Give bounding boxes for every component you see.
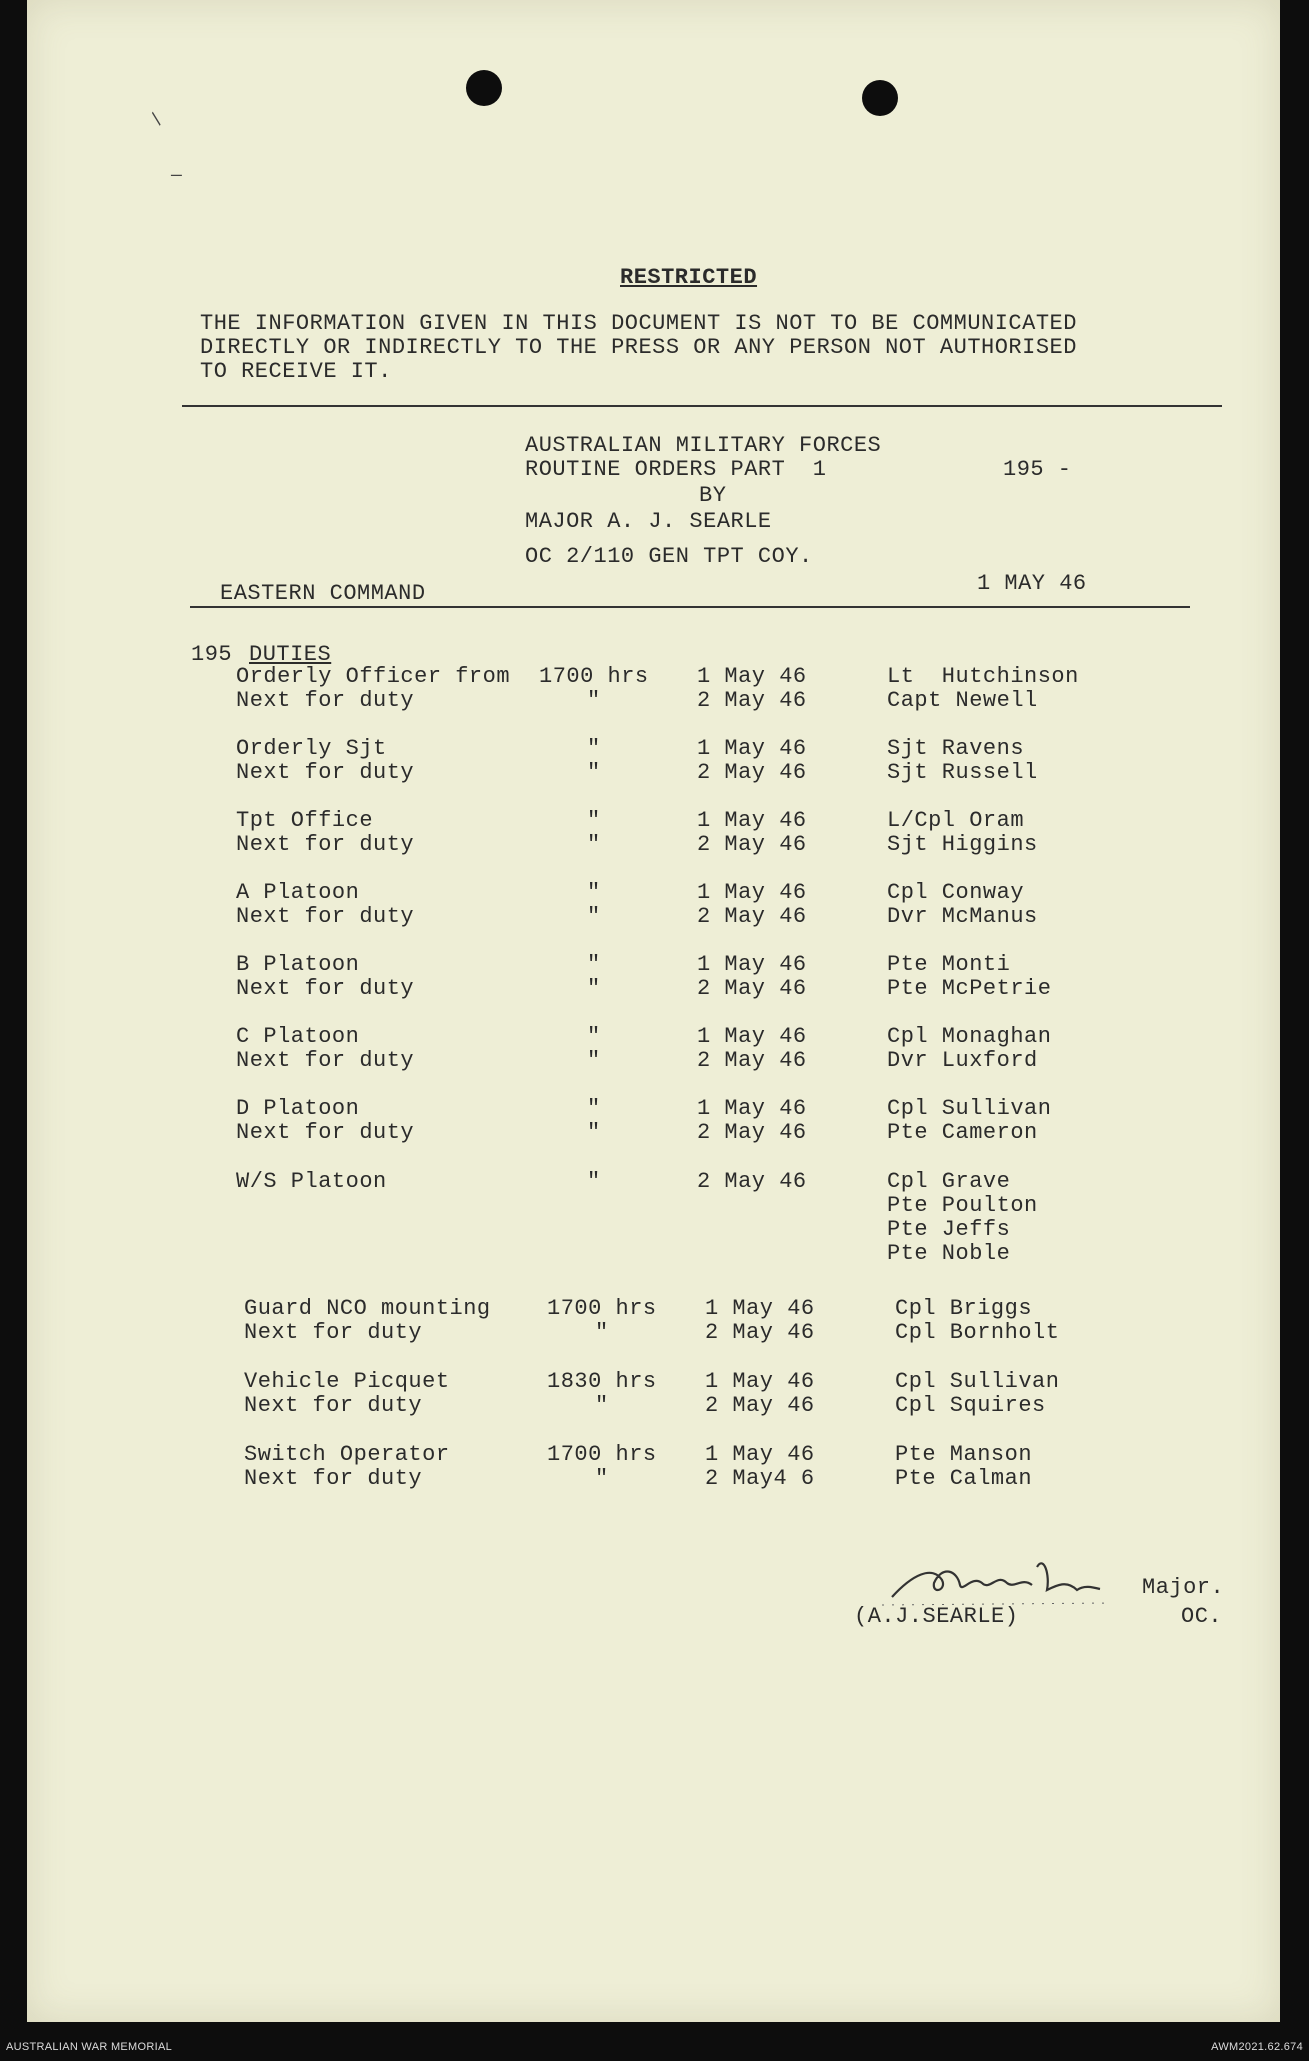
title-line-5: OC 2/110 GEN TPT COY. (525, 544, 813, 569)
duty-date-cell: 1 May 46 (697, 664, 807, 689)
duty-name-cell: Pte Calman (895, 1466, 1033, 1491)
duty-time-cell: " (587, 904, 601, 929)
duty-time-cell: 1700 hrs (539, 664, 649, 689)
signature-role: OC. (1181, 1604, 1223, 1629)
duty-time-cell: 1830 hrs (547, 1369, 657, 1394)
duty-name-cell: Pte McPetrie (887, 976, 1052, 1001)
command-rule (190, 606, 1190, 608)
duty-name-cell: Cpl Briggs (895, 1296, 1033, 1321)
duty-name-cell: Sjt Russell (887, 760, 1038, 785)
classification-label: RESTRICTED (620, 265, 758, 290)
duty-duty-cell: Next for duty (236, 832, 415, 857)
duty-duty-cell: W/S Platoon (236, 1169, 387, 1194)
duty-date-cell: 1 May 46 (697, 1024, 807, 1049)
duty-name-cell: Cpl Sullivan (895, 1369, 1060, 1394)
duty-time-cell: " (587, 688, 601, 713)
duty-name-cell: Sjt Ravens (887, 736, 1025, 761)
duty-date-cell: 2 May 46 (697, 904, 807, 929)
duty-duty-cell: Next for duty (236, 976, 415, 1001)
document-page (27, 0, 1280, 2022)
pencil-mark: — (171, 166, 182, 186)
footer-left: AUSTRALIAN WAR MEMORIAL (6, 2041, 173, 2053)
title-line-2: ROUTINE ORDERS PART 1 (525, 457, 827, 482)
title-line-1: AUSTRALIAN MILITARY FORCES (525, 433, 882, 458)
title-line-3: BY (699, 483, 727, 508)
duty-time-cell: " (587, 1169, 601, 1194)
duty-date-cell: 1 May 46 (705, 1442, 815, 1467)
punch-hole-left (466, 70, 502, 106)
duty-time-cell: " (587, 880, 601, 905)
duty-name-cell: Dvr McManus (887, 904, 1038, 929)
duty-name-cell: Cpl Bornholt (895, 1320, 1060, 1345)
duty-time-cell: " (587, 808, 601, 833)
duty-date-cell: 1 May 46 (705, 1369, 815, 1394)
duty-time-cell: " (587, 976, 601, 1001)
duty-time-cell: " (587, 832, 601, 857)
duty-duty-cell: Orderly Officer from (236, 664, 511, 689)
signature-name: (A.J.SEARLE) (854, 1604, 1019, 1629)
section-number: 195 (191, 642, 233, 667)
duty-date-cell: 1 May 46 (697, 808, 807, 833)
duty-duty-cell: Next for duty (244, 1393, 423, 1418)
duty-duty-cell: Tpt Office (236, 808, 374, 833)
duty-time-cell: " (587, 952, 601, 977)
duty-time-cell: 1700 hrs (547, 1296, 657, 1321)
footer-right: AWM2021.62.674 (1211, 2041, 1303, 2053)
duty-name-cell: Cpl Squires (895, 1393, 1046, 1418)
duty-time-cell: " (587, 1120, 601, 1145)
duty-duty-cell: Orderly Sjt (236, 736, 387, 761)
duty-date-cell: 1 May 46 (697, 952, 807, 977)
duty-duty-cell: D Platoon (236, 1096, 360, 1121)
warning-line-1: THE INFORMATION GIVEN IN THIS DOCUMENT IS NOT TO BE COMMUNICATED (200, 311, 1077, 336)
duty-duty-cell: B Platoon (236, 952, 360, 977)
section-heading: DUTIES (249, 642, 332, 667)
duty-time-cell: " (587, 760, 601, 785)
warning-line-3: TO RECEIVE IT. (200, 359, 392, 384)
duty-date-cell: 1 May 46 (705, 1296, 815, 1321)
duty-duty-cell: C Platoon (236, 1024, 360, 1049)
duty-name-cell: Cpl Grave (887, 1169, 1011, 1194)
punch-hole-right (862, 80, 898, 116)
duty-duty-cell: Next for duty (236, 904, 415, 929)
duty-time-cell: " (595, 1320, 609, 1345)
duty-duty-cell: Next for duty (244, 1466, 423, 1491)
duty-name-cell: Cpl Sullivan (887, 1096, 1052, 1121)
duty-date-cell: 1 May 46 (697, 1096, 807, 1121)
duty-date-cell: 2 May 46 (697, 1048, 807, 1073)
duty-duty-cell: Next for duty (236, 760, 415, 785)
duty-name-cell: Pte Poulton (887, 1193, 1038, 1218)
duty-duty-cell: Next for duty (244, 1320, 423, 1345)
duty-time-cell: " (587, 1048, 601, 1073)
duty-date-cell: 2 May4 6 (705, 1466, 815, 1491)
order-number: 195 - (1003, 457, 1072, 482)
duty-name-cell: Dvr Luxford (887, 1048, 1038, 1073)
duty-time-cell: " (595, 1393, 609, 1418)
duty-date-cell: 2 May 46 (697, 688, 807, 713)
duty-date-cell: 2 May 46 (697, 1120, 807, 1145)
duty-duty-cell: A Platoon (236, 880, 360, 905)
duty-name-cell: Pte Noble (887, 1241, 1011, 1266)
duty-duty-cell: Next for duty (236, 1048, 415, 1073)
duty-date-cell: 2 May 46 (697, 832, 807, 857)
duty-duty-cell: Guard NCO mounting (244, 1296, 491, 1321)
command-label: EASTERN COMMAND (220, 581, 426, 606)
order-date: 1 MAY 46 (977, 571, 1087, 596)
duty-name-cell: Capt Newell (887, 688, 1038, 713)
duty-date-cell: 1 May 46 (697, 736, 807, 761)
duty-duty-cell: Next for duty (236, 1120, 415, 1145)
duty-name-cell: Pte Cameron (887, 1120, 1038, 1145)
duty-date-cell: 2 May 46 (697, 976, 807, 1001)
duty-date-cell: 2 May 46 (697, 1169, 807, 1194)
duty-name-cell: Cpl Conway (887, 880, 1025, 905)
duty-name-cell: Pte Monti (887, 952, 1011, 977)
signature-rank: Major. (1142, 1575, 1225, 1600)
duty-name-cell: L/Cpl Oram (887, 808, 1025, 833)
title-line-4: MAJOR A. J. SEARLE (525, 509, 772, 534)
warning-line-2: DIRECTLY OR INDIRECTLY TO THE PRESS OR ANY PERSON NOT AUTHORISED (200, 335, 1077, 360)
duty-time-cell: " (595, 1466, 609, 1491)
duty-duty-cell: Vehicle Picquet (244, 1369, 450, 1394)
duty-duty-cell: Switch Operator (244, 1442, 450, 1467)
duty-date-cell: 1 May 46 (697, 880, 807, 905)
duty-time-cell: " (587, 1096, 601, 1121)
divider-rule (182, 405, 1222, 407)
duty-name-cell: Lt Hutchinson (887, 664, 1079, 689)
duty-time-cell: " (587, 736, 601, 761)
duty-time-cell: " (587, 1024, 601, 1049)
duty-name-cell: Pte Jeffs (887, 1217, 1011, 1242)
duty-date-cell: 2 May 46 (705, 1320, 815, 1345)
duty-duty-cell: Next for duty (236, 688, 415, 713)
duty-date-cell: 2 May 46 (705, 1393, 815, 1418)
duty-date-cell: 2 May 46 (697, 760, 807, 785)
duty-name-cell: Sjt Higgins (887, 832, 1038, 857)
pencil-mark: / (147, 110, 170, 130)
duty-name-cell: Pte Manson (895, 1442, 1033, 1467)
duty-name-cell: Cpl Monaghan (887, 1024, 1052, 1049)
duty-time-cell: 1700 hrs (547, 1442, 657, 1467)
